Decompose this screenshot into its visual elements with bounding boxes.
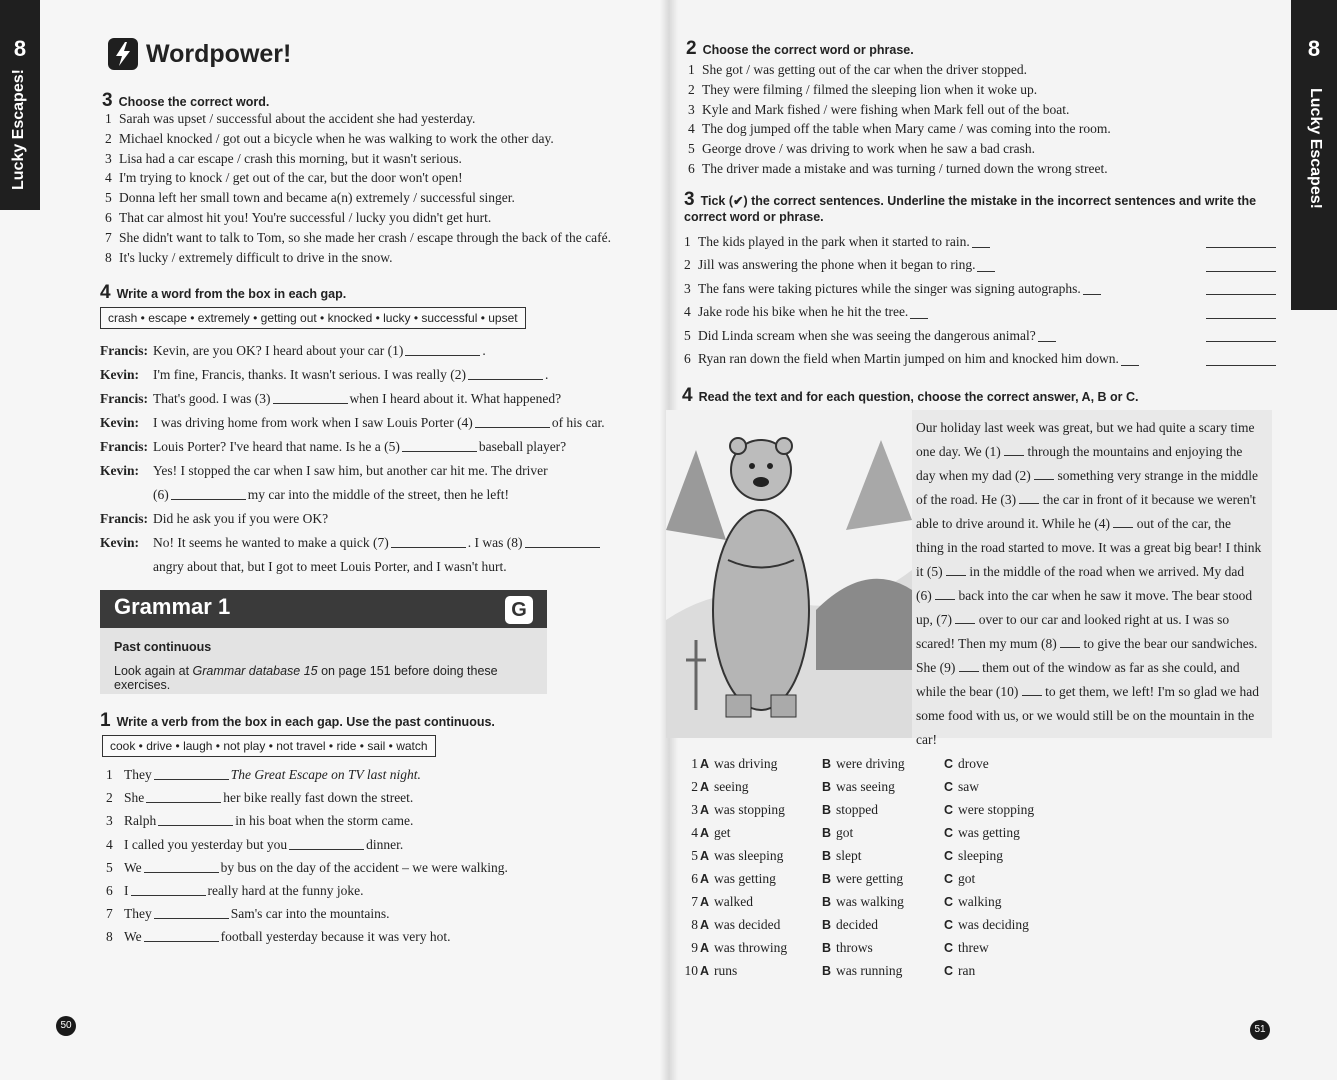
speaker: Francis:	[100, 511, 148, 526]
dialogue-line	[100, 487, 605, 511]
list-item: 3 The fans were taking pictures while the singer was signing autographs.	[684, 277, 1276, 301]
exercise-number: 2	[686, 38, 697, 59]
correction-line[interactable]	[1206, 259, 1276, 272]
line-text: I'm fine, Francis, thanks. It wasn't serious. I was really (2)	[153, 367, 467, 382]
item-text: She didn't want to talk to Tom, so she made her crash / escape through the back of the café.	[119, 229, 611, 245]
story-fragment: them out of the window as far as she could, and while the bear (10)	[916, 660, 1240, 699]
line-text: That's good. I was (3)	[153, 391, 271, 406]
tick-box[interactable]	[1083, 282, 1101, 295]
item-text: Jill was answering the phone when it began to ring.	[698, 257, 976, 273]
correction-line[interactable]	[1206, 306, 1276, 319]
list-item: 5 Did Linda scream when she was seeing the dangerous animal?	[684, 324, 1276, 348]
list-item: 4 Jake rode his bike when he hit the tree.	[684, 301, 1276, 325]
story-fragment: out of the car, the thing in the road started to move. It was a great big bear! I think it (5)	[916, 516, 1262, 579]
dialogue-line	[100, 535, 605, 559]
option-a[interactable]: was sleeping	[714, 847, 784, 863]
list-item: 1 She got / was getting out of the car when the driver stopped.	[688, 62, 1248, 82]
exercise-number: 1	[100, 710, 111, 731]
exercise-instruction: Choose the correct word.	[118, 95, 270, 109]
exercise-instruction: Choose the correct word or phrase.	[702, 43, 914, 57]
story-gap[interactable]	[1019, 492, 1039, 504]
list-item: 7 She didn't want to talk to Tom, so she made her crash / escape through the back of the café.	[105, 230, 625, 250]
word-box: crash • escape • extremely • getting out • knocked • lucky • successful • upset	[100, 307, 526, 329]
item-text: They were filming / filmed the sleeping lion when it woke up.	[702, 81, 1038, 97]
option-row: 4 A get B got C was getting	[676, 821, 1034, 844]
question-number: 2	[691, 778, 698, 794]
exercise-instruction: Tick (✔) the correct sentences. Underline the mistake in the incorrect sentences and write the correct word or phrase.	[684, 194, 1257, 224]
speaker: Francis:	[100, 439, 148, 454]
story-fragment: something very strange in the middle of the road. He (3)	[916, 468, 1259, 507]
chapter-title: Lucky Escapes!	[10, 69, 27, 190]
list-item: 2 Michael knocked / got out a bicycle when he was walking to work the other day.	[105, 131, 625, 151]
dialogue-line	[100, 343, 605, 367]
item-text: Kyle and Mark fished / were fishing when Mark fell out of the boat.	[702, 101, 1070, 117]
line-text: I was driving home from work when I saw Louis Porter (4)	[153, 415, 473, 430]
list-item: 5 George drove / was driving to work when he saw a bad crash.	[688, 141, 1248, 161]
line-text: Louis Porter? I've heard that name. Is he a (5)	[153, 439, 400, 454]
story-gap[interactable]	[1004, 444, 1024, 456]
chapter-number: 8	[1307, 36, 1321, 61]
option-b[interactable]: was walking	[836, 893, 904, 909]
page-number: 51	[1250, 1020, 1270, 1040]
exercise-instruction: Read the text and for each question, choose the correct answer, A, B or C.	[698, 390, 1139, 404]
story-fragment: the car in front of it because we weren't able to drive around it. While he (4)	[916, 492, 1256, 531]
answer-gap[interactable]	[475, 415, 550, 428]
exercise-instruction: Write a verb from the box in each gap. Use the past continuous.	[116, 715, 495, 729]
list-item: 7 They Sam's car into the mountains.	[106, 906, 586, 929]
option-a[interactable]: was driving	[714, 755, 778, 771]
answer-gap[interactable]	[289, 837, 364, 850]
story-panel	[666, 410, 1272, 747]
dialogue-line	[100, 511, 605, 535]
item-text: Donna left her small town and became a(n) extremely / successful singer.	[119, 190, 515, 206]
exercise-heading	[686, 38, 914, 60]
option-a[interactable]: was decided	[714, 916, 781, 932]
option-b[interactable]: was running	[836, 962, 903, 978]
item-text: Did Linda scream when she was seeing the dangerous animal?	[698, 327, 1036, 343]
question-number: 5	[691, 847, 698, 863]
line-text: of his car.	[551, 415, 605, 430]
question-number: 4	[691, 824, 698, 840]
exercise-heading	[100, 282, 346, 304]
story-fragment: through the mountains and enjoying the day when my dad (2)	[916, 444, 1243, 483]
answer-gap[interactable]	[154, 767, 229, 780]
exercise-heading	[100, 710, 495, 732]
wordpower-heading	[108, 38, 291, 70]
speaker: Francis:	[100, 343, 148, 358]
list-item: 3 Lisa had a car escape / crash this morning, but it wasn't serious.	[105, 151, 625, 171]
answer-gap[interactable]	[402, 439, 477, 452]
exercise-number: 3	[102, 90, 113, 111]
list-item: 3 Kyle and Mark fished / were fishing when Mark fell out of the boat.	[688, 102, 1248, 122]
item-text: We	[124, 859, 142, 875]
option-a[interactable]: runs	[714, 962, 738, 978]
correction-line[interactable]	[1206, 353, 1276, 366]
item-text: Sarah was upset / successful about the accident she had yesterday.	[119, 111, 476, 126]
dialogue-line	[100, 391, 605, 415]
line-text: (6)	[153, 487, 169, 502]
item-text: George drove / was driving to work when he saw a bad crash.	[702, 141, 1036, 157]
question-number: 6	[691, 870, 698, 886]
line-text: No! It seems he wanted to make a quick (7)	[153, 535, 389, 550]
item-text: She got / was getting out of the car when the driver stopped.	[702, 62, 1028, 77]
story-gap[interactable]	[1060, 636, 1080, 648]
answer-gap[interactable]	[146, 790, 221, 803]
correction-line[interactable]	[1206, 235, 1276, 248]
option-a[interactable]: walked	[714, 893, 753, 909]
dialogue-line	[100, 439, 605, 463]
answer-gap[interactable]	[154, 906, 229, 919]
correction-line[interactable]	[1206, 329, 1276, 342]
answer-gap[interactable]	[144, 929, 219, 942]
list-item: 3 Ralph in his boat when the storm came.	[106, 813, 586, 836]
item-text: Ryan ran down the field when Martin jumped on him and knocked him down.	[698, 351, 1119, 367]
line-text: .	[482, 343, 486, 358]
tick-box[interactable]	[972, 235, 990, 248]
line-text: when I heard about it. What happened?	[349, 391, 562, 406]
question-number: 3	[691, 801, 698, 817]
note-text: on page 151 before doing these exercises.	[114, 664, 498, 692]
dialogue-line	[100, 415, 605, 439]
list-item: 2 They were filming / filmed the sleeping lion when it woke up.	[688, 82, 1248, 102]
line-text: . I was (8)	[467, 535, 523, 550]
answer-gap[interactable]	[468, 367, 543, 380]
item-text: I called you yesterday but you	[124, 836, 288, 852]
grammar-title: Grammar 1	[114, 594, 231, 619]
tick-box[interactable]	[1038, 329, 1056, 342]
line-text: Yes! I stopped the car when I saw him, but another car hit me. The driver	[153, 463, 548, 478]
line-text: baseball player?	[478, 439, 567, 454]
line-text: .	[545, 367, 549, 382]
option-c[interactable]: saw	[958, 778, 979, 794]
story-fragment: Our holiday last week was great, but we had quite a scary time one day. We (1)	[916, 420, 1255, 459]
list-item: 6 That car almost hit you! You're successful / lucky you didn't get hurt.	[105, 210, 625, 230]
option-c[interactable]: sleeping	[958, 847, 1003, 863]
grammar-note	[114, 664, 547, 692]
list-item: 5 We by bus on the day of the accident – we were walking.	[106, 860, 586, 883]
option-row: 9 A was throwing B throws C threw	[676, 936, 1034, 959]
list-item: 5 Donna left her small town and became a(n) extremely / successful singer.	[105, 190, 625, 210]
exercise-heading	[684, 189, 1274, 225]
speaker: Kevin:	[100, 463, 139, 478]
speaker: Kevin:	[100, 415, 139, 430]
story-fragment: to give the bear our sandwiches. She (9)	[916, 636, 1258, 675]
option-row: 10 A runs B was running C ran	[676, 959, 1034, 982]
list-item: 2 Jill was answering the phone when it began to ring.	[684, 254, 1276, 278]
item-text: That car almost hit you! You're successful / lucky you didn't get hurt.	[119, 209, 492, 225]
option-c[interactable]: got	[958, 870, 976, 886]
exercise-heading	[682, 385, 1139, 407]
item-text: her bike really fast down the street.	[223, 790, 414, 806]
story-text	[916, 416, 1262, 752]
list-item: 1 The kids played in the park when it started to rain.	[684, 230, 1276, 254]
question-number: 8	[691, 916, 698, 932]
item-text: We	[124, 929, 142, 945]
question-number: 1	[691, 755, 698, 771]
option-a[interactable]: get	[714, 824, 731, 840]
tick-box[interactable]	[1121, 353, 1139, 366]
answer-gap[interactable]	[171, 487, 246, 500]
word-box: cook • drive • laugh • not play • not travel • ride • sail • watch	[102, 735, 436, 757]
story-fragment: over to our car and looked right at us. I was so scared! Then my mum (8)	[916, 612, 1230, 651]
exercise-list	[688, 62, 1248, 181]
option-b[interactable]: were driving	[836, 755, 905, 771]
option-a[interactable]: was getting	[714, 870, 776, 886]
item-text: Jake rode his bike when he hit the tree.	[698, 304, 909, 320]
option-b[interactable]: stopped	[836, 801, 878, 817]
chapter-title: Lucky Escapes!	[1307, 88, 1324, 209]
correction-line[interactable]	[1206, 282, 1276, 295]
section-title: Wordpower!	[146, 39, 292, 68]
exercise-list	[105, 111, 625, 269]
list-item: 6 The driver made a mistake and was turning / turned down the wrong street.	[688, 161, 1248, 181]
line-text: Kevin, are you OK? I heard about your car (1)	[153, 343, 404, 358]
item-text: The kids played in the park when it started to rain.	[698, 233, 970, 249]
option-c[interactable]: were stopping	[958, 801, 1035, 817]
list-item: 1 Sarah was upset / successful about the accident she had yesterday.	[105, 111, 625, 131]
question-number: 7	[691, 893, 698, 909]
page-number: 50	[56, 1016, 76, 1036]
option-a[interactable]: was stopping	[714, 801, 785, 817]
item-text: by bus on the day of the accident – we were walking.	[220, 859, 508, 875]
exercise-heading	[102, 90, 269, 112]
grammar-note-panel	[100, 628, 547, 694]
option-row: 6 A was getting B were getting C got	[676, 867, 1034, 890]
question-number: 9	[691, 939, 698, 955]
option-b[interactable]: were getting	[836, 870, 904, 886]
list-item: 4 The dog jumped off the table when Mary came / was coming into the room.	[688, 121, 1248, 141]
exercise-number: 4	[682, 385, 693, 406]
answer-gap[interactable]	[158, 813, 233, 826]
bear-illustration	[666, 410, 912, 738]
answer-gap[interactable]	[144, 860, 219, 873]
item-text: Lisa had a car escape / crash this morning, but it wasn't serious.	[119, 150, 462, 166]
dialogue-line	[100, 463, 605, 487]
answer-options	[676, 752, 1034, 982]
item-text: The fans were taking pictures while the singer was signing autographs.	[698, 280, 1081, 296]
speaker: Francis:	[100, 391, 148, 406]
option-c[interactable]: drove	[958, 755, 989, 771]
chapter-number: 8	[13, 36, 27, 61]
story-gap[interactable]	[1113, 516, 1133, 528]
option-c[interactable]: ran	[958, 962, 976, 978]
story-gap[interactable]	[959, 660, 979, 672]
list-item: 8 It's lucky / extremely difficult to drive in the snow.	[105, 250, 625, 270]
item-text: in his boat when the storm came.	[235, 813, 414, 829]
dialogue-line	[100, 559, 605, 583]
dialogue-line	[100, 367, 605, 391]
item-text: They	[124, 767, 152, 782]
exercise-number: 4	[100, 282, 111, 303]
item-text: Sam's car into the mountains.	[230, 906, 390, 922]
list-item: 4 I called you yesterday but you dinner.	[106, 837, 586, 860]
list-item: 2 She her bike really fast down the street.	[106, 790, 586, 813]
answer-gap[interactable]	[525, 535, 600, 548]
option-row: 3 A was stopping B stopped C were stopping	[676, 798, 1034, 821]
item-text: I'm trying to knock / get out of the car, but the door won't open!	[119, 170, 463, 186]
chapter-tab-left	[0, 0, 40, 210]
item-text: I	[124, 882, 129, 898]
answer-gap[interactable]	[273, 391, 348, 404]
question-number: 10	[684, 962, 698, 978]
option-b[interactable]: throws	[836, 939, 873, 955]
option-c[interactable]: was deciding	[958, 916, 1029, 932]
option-b[interactable]: was seeing	[836, 778, 895, 794]
answer-gap[interactable]	[131, 883, 206, 896]
option-a[interactable]: seeing	[714, 778, 749, 794]
chapter-tab-right	[1291, 0, 1337, 310]
exercise-instruction: Write a word from the box in each gap.	[116, 287, 347, 301]
item-text: The driver made a mistake and was turning / turned down the wrong street.	[702, 160, 1108, 176]
story-fragment: back into the car when he saw it move. The bear stood up, (7)	[916, 588, 1253, 627]
lightning-icon	[108, 38, 138, 70]
item-text: Ralph	[124, 813, 157, 829]
tick-box[interactable]	[977, 259, 995, 272]
tick-list	[684, 230, 1276, 371]
item-text: Michael knocked / got out a bicycle when he was walking to work the other day.	[119, 130, 554, 146]
story-fragment: to get them, we left! I'm so glad we had some food with us, or we would still be on the mountain in the car!	[916, 684, 1259, 747]
item-text: It's lucky / extremely difficult to drive in the snow.	[119, 249, 393, 265]
tick-box[interactable]	[910, 306, 928, 319]
speaker: Kevin:	[100, 535, 139, 550]
note-reference: Grammar database 15	[192, 664, 318, 678]
option-row: 2 A seeing B was seeing C saw	[676, 775, 1034, 798]
story-gap[interactable]	[1022, 684, 1042, 696]
exercise-number: 3	[684, 189, 695, 210]
option-row: 7 A walked B was walking C walking	[676, 890, 1034, 913]
note-text: Look again at	[114, 664, 193, 678]
list-item: 4 I'm trying to knock / get out of the car, but the door won't open!	[105, 170, 625, 190]
speaker: Kevin:	[100, 367, 139, 382]
item-text: dinner.	[366, 836, 404, 852]
story-gap[interactable]	[935, 588, 955, 600]
option-c[interactable]: walking	[958, 893, 1002, 909]
list-item: 8 We football yesterday because it was very hot.	[106, 929, 586, 952]
grammar-subhead: Past continuous	[114, 640, 212, 654]
option-c[interactable]: was getting	[958, 824, 1020, 840]
item-text: The dog jumped off the table when Mary came / was coming into the room.	[702, 121, 1111, 137]
option-b[interactable]: got	[836, 824, 854, 840]
line-text: Did he ask you if you were OK?	[153, 511, 329, 526]
item-text: She	[124, 790, 145, 806]
list-item: 1 They The Great Escape on TV last night.	[106, 767, 586, 790]
option-row: 5 A was sleeping B slept C sleeping	[676, 844, 1034, 867]
item-text: The Great Escape on TV last night.	[230, 767, 421, 782]
grammar-g-icon: G	[505, 596, 533, 624]
exercise-list	[106, 767, 586, 953]
answer-gap[interactable]	[391, 535, 466, 548]
story-gap[interactable]	[946, 564, 966, 576]
list-item: 6 I really hard at the funny joke.	[106, 883, 586, 906]
option-row: 8 A was decided B decided C was deciding	[676, 913, 1034, 936]
item-text: really hard at the funny joke.	[207, 882, 364, 898]
option-b[interactable]: decided	[836, 916, 878, 932]
answer-gap[interactable]	[405, 343, 480, 356]
story-gap[interactable]	[1034, 468, 1054, 480]
option-row: 1 A was driving B were driving C drove	[676, 752, 1034, 775]
option-b[interactable]: slept	[836, 847, 862, 863]
grammar-banner	[100, 590, 547, 628]
list-item: 6 Ryan ran down the field when Martin jumped on him and knocked him down.	[684, 348, 1276, 372]
line-text: angry about that, but I got to meet Louis Porter, and I wasn't hurt.	[153, 559, 507, 574]
item-text: football yesterday because it was very hot.	[220, 929, 451, 945]
option-c[interactable]: threw	[958, 939, 989, 955]
dialogue	[100, 343, 605, 583]
item-text: They	[124, 906, 152, 922]
story-gap[interactable]	[955, 612, 975, 624]
story-fragment: in the middle of the road when we arrived. My dad (6)	[916, 564, 1245, 603]
line-text: my car into the middle of the street, then he left!	[247, 487, 510, 502]
option-a[interactable]: was throwing	[714, 939, 788, 955]
